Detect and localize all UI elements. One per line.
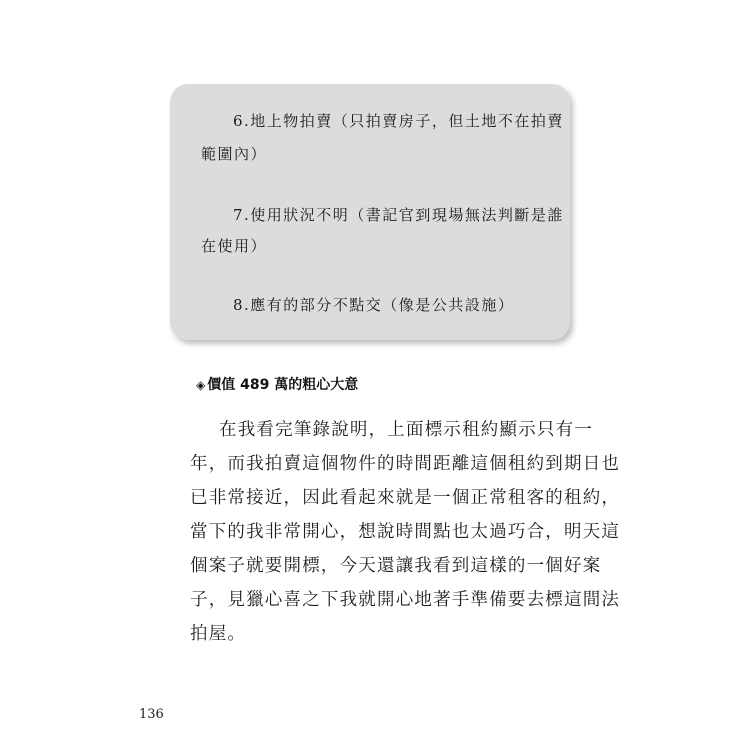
diamond-bullet-icon: ◈	[196, 378, 206, 392]
note-box	[170, 84, 570, 340]
paragraph-line: 個案子就要開標，今天還讓我看到這樣的一個好案	[190, 556, 602, 576]
paragraph-line: 年，而我拍賣這個物件的時間距離這個租約到期日也	[190, 454, 621, 474]
page-number: 136	[139, 707, 164, 722]
note-line-8: 8.應有的部分不點交（像是公共設施）	[233, 296, 515, 314]
note-line-7-cont: 在使用）	[201, 237, 268, 255]
paragraph-line: 已非常接近，因此看起來就是一個正常租客的租約，	[190, 488, 621, 508]
note-line-6: 6.地上物拍賣（只拍賣房子，但土地不在拍賣	[233, 112, 564, 130]
section-heading	[196, 374, 358, 394]
section-heading-text: 價值 489 萬的粗心大意	[207, 377, 359, 393]
paragraph-line: 子，見獵心喜之下我就開心地著手準備要去標這間法	[190, 590, 621, 610]
note-line-6-cont: 範圍內）	[201, 145, 268, 163]
paragraph-line: 當下的我非常開心，想說時間點也太過巧合，明天這	[190, 522, 621, 542]
paragraph-line: 在我看完筆錄說明，上面標示租約顯示只有一	[219, 420, 593, 440]
note-line-7: 7.使用狀況不明（書記官到現場無法判斷是誰	[233, 206, 564, 224]
paragraph-line: 拍屋。	[190, 624, 247, 644]
